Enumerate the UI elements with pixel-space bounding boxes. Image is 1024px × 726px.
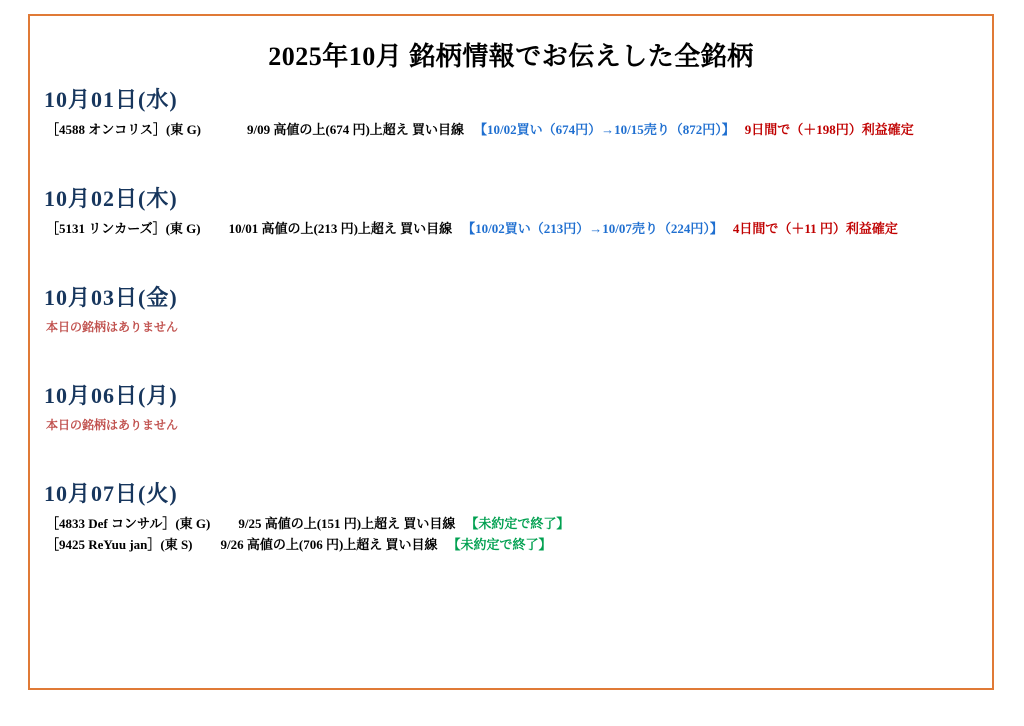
- trade-tag: 【未約定で終了】: [465, 516, 570, 532]
- list-item: [46, 514, 980, 534]
- no-stock-note: 本日の銘柄はありません: [46, 418, 179, 433]
- result-text: 9日間で（＋198円）利益確定: [744, 122, 914, 137]
- day-heading: 10月06日(月): [44, 383, 178, 409]
- stock-description: 9/26 高値の上(706 円)上超え 買い目線: [220, 537, 438, 553]
- result-text: 4日間で（＋11 円）利益確定: [732, 221, 898, 237]
- spacer: [40, 339, 980, 369]
- stock-code: ［4833 Def コンサル］(東 G): [46, 516, 211, 532]
- day-heading: 10月02日(木): [44, 186, 178, 212]
- spacer: [40, 142, 980, 172]
- day-block: [40, 83, 980, 140]
- stock-code: ［5131 リンカーズ］(東 G): [46, 221, 201, 237]
- trade-tag: 【未約定で終了】: [447, 537, 552, 553]
- stock-description: 9/09 高値の上(674 円)上超え 買い目線: [247, 122, 465, 137]
- trade-tag: 【10/02買い（674円）→10/15売り（872円）】: [474, 122, 735, 137]
- day-heading: 10月07日(火): [44, 481, 178, 507]
- list-item: [46, 120, 980, 140]
- day-block: [40, 379, 980, 433]
- day-block: [40, 182, 980, 239]
- document-page: [28, 14, 994, 690]
- list-item: [46, 219, 980, 239]
- trade-tag: 【10/02買い（213円）→10/07売り（224円）】: [462, 221, 723, 237]
- stock-description: 9/25 高値の上(151 円)上超え 買い目線: [238, 516, 456, 532]
- document-body: [30, 83, 992, 556]
- day-block: [40, 477, 980, 555]
- spacer: [40, 241, 980, 271]
- day-block: [40, 281, 980, 335]
- no-stock-note: 本日の銘柄はありません: [46, 320, 179, 335]
- list-item: [46, 535, 980, 555]
- page-title: 2025年10月 銘柄情報でお伝えした全銘柄: [268, 42, 754, 71]
- stock-code: ［4588 オンコリス］(東 G): [46, 122, 202, 137]
- stock-description: 10/01 高値の上(213 円)上超え 買い目線: [228, 221, 453, 237]
- day-heading: 10月01日(水): [44, 87, 178, 112]
- day-heading: 10月03日(金): [44, 285, 178, 311]
- stock-code: ［9425 ReYuu jan］(東 S): [46, 537, 193, 553]
- spacer: [40, 437, 980, 467]
